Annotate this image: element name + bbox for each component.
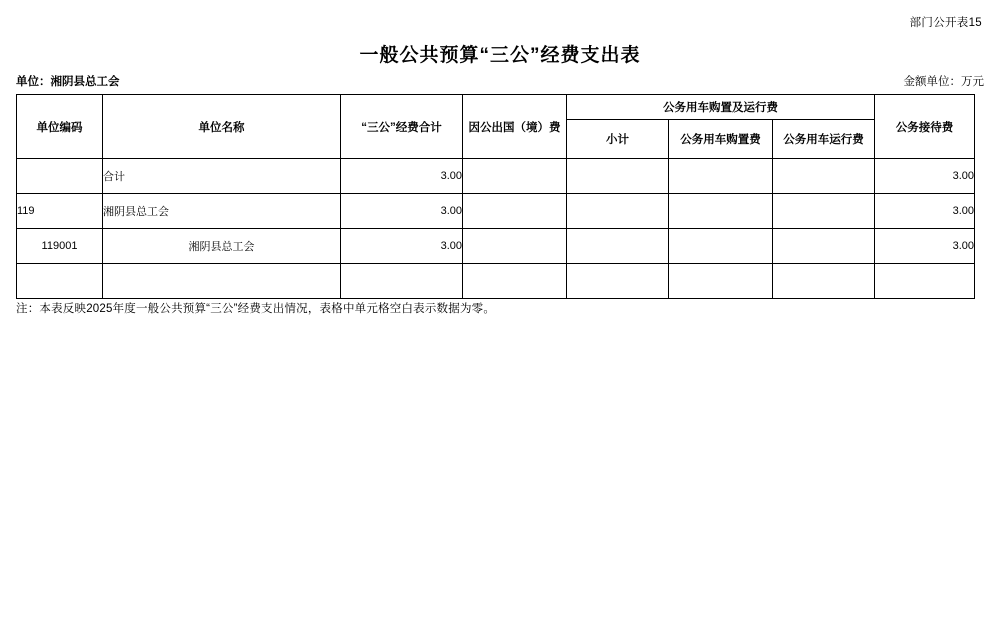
table-note: 注：本表反映2025年度一般公共预算“三公”经费支出情况，表格中单元格空白表示数据为零。 bbox=[16, 303, 496, 315]
cell-unit-name: 合计 bbox=[103, 159, 341, 194]
cell-vehicle-subtotal bbox=[567, 229, 669, 264]
cell-abroad bbox=[463, 264, 567, 299]
meta-row bbox=[16, 73, 984, 89]
cell-unit-name: 湘阴县总工会 bbox=[103, 229, 341, 264]
cell-unit-code: 119001 bbox=[17, 229, 103, 264]
amount-unit-label: 金额单位：万元 bbox=[903, 76, 984, 88]
cell-vehicle-subtotal bbox=[567, 194, 669, 229]
cell-vehicle-operation bbox=[773, 194, 875, 229]
cell-vehicle-subtotal bbox=[567, 264, 669, 299]
page-title: 一般公共预算“三公”经费支出表 bbox=[359, 45, 641, 66]
cell-vehicle-purchase bbox=[669, 194, 773, 229]
table-header bbox=[17, 95, 975, 159]
cell-reception bbox=[875, 264, 975, 299]
cell-unit-name bbox=[103, 264, 341, 299]
header-vehicle-subtotal: 小计 bbox=[567, 120, 669, 159]
expenditure-table bbox=[16, 94, 975, 299]
unit-label: 单位：湘阴县总工会 bbox=[16, 76, 120, 88]
table-row bbox=[17, 229, 975, 264]
header-abroad: 因公出国（境）费 bbox=[463, 95, 567, 159]
table-row bbox=[17, 159, 975, 194]
cell-total: 3.00 bbox=[341, 159, 463, 194]
table-row bbox=[17, 194, 975, 229]
cell-vehicle-subtotal bbox=[567, 159, 669, 194]
header-unit-code: 单位编码 bbox=[17, 95, 103, 159]
cell-total: 3.00 bbox=[341, 229, 463, 264]
cell-abroad bbox=[463, 194, 567, 229]
form-code-label: 部门公开表15 bbox=[909, 17, 982, 29]
cell-reception: 3.00 bbox=[875, 229, 975, 264]
cell-vehicle-purchase bbox=[669, 229, 773, 264]
cell-total: 3.00 bbox=[341, 194, 463, 229]
cell-vehicle-operation bbox=[773, 229, 875, 264]
cell-abroad bbox=[463, 229, 567, 264]
table-header-row-1 bbox=[17, 95, 975, 120]
table-body bbox=[17, 159, 975, 299]
cell-abroad bbox=[463, 159, 567, 194]
header-vehicle-operation: 公务用车运行费 bbox=[773, 120, 875, 159]
header-reception: 公务接待费 bbox=[875, 95, 975, 159]
cell-vehicle-purchase bbox=[669, 264, 773, 299]
header-vehicle-purchase: 公务用车购置费 bbox=[669, 120, 773, 159]
cell-reception: 3.00 bbox=[875, 194, 975, 229]
cell-unit-name: 湘阴县总工会 bbox=[103, 194, 341, 229]
cell-reception: 3.00 bbox=[875, 159, 975, 194]
header-total: “三公”经费合计 bbox=[341, 95, 463, 159]
cell-total bbox=[341, 264, 463, 299]
cell-unit-code: 119 bbox=[17, 194, 103, 229]
header-vehicle-group: 公务用车购置及运行费 bbox=[567, 95, 875, 120]
table-row bbox=[17, 264, 975, 299]
cell-unit-code bbox=[17, 264, 103, 299]
header-unit-name: 单位名称 bbox=[103, 95, 341, 159]
cell-vehicle-purchase bbox=[669, 159, 773, 194]
cell-vehicle-operation bbox=[773, 264, 875, 299]
cell-unit-code bbox=[17, 159, 103, 194]
cell-vehicle-operation bbox=[773, 159, 875, 194]
